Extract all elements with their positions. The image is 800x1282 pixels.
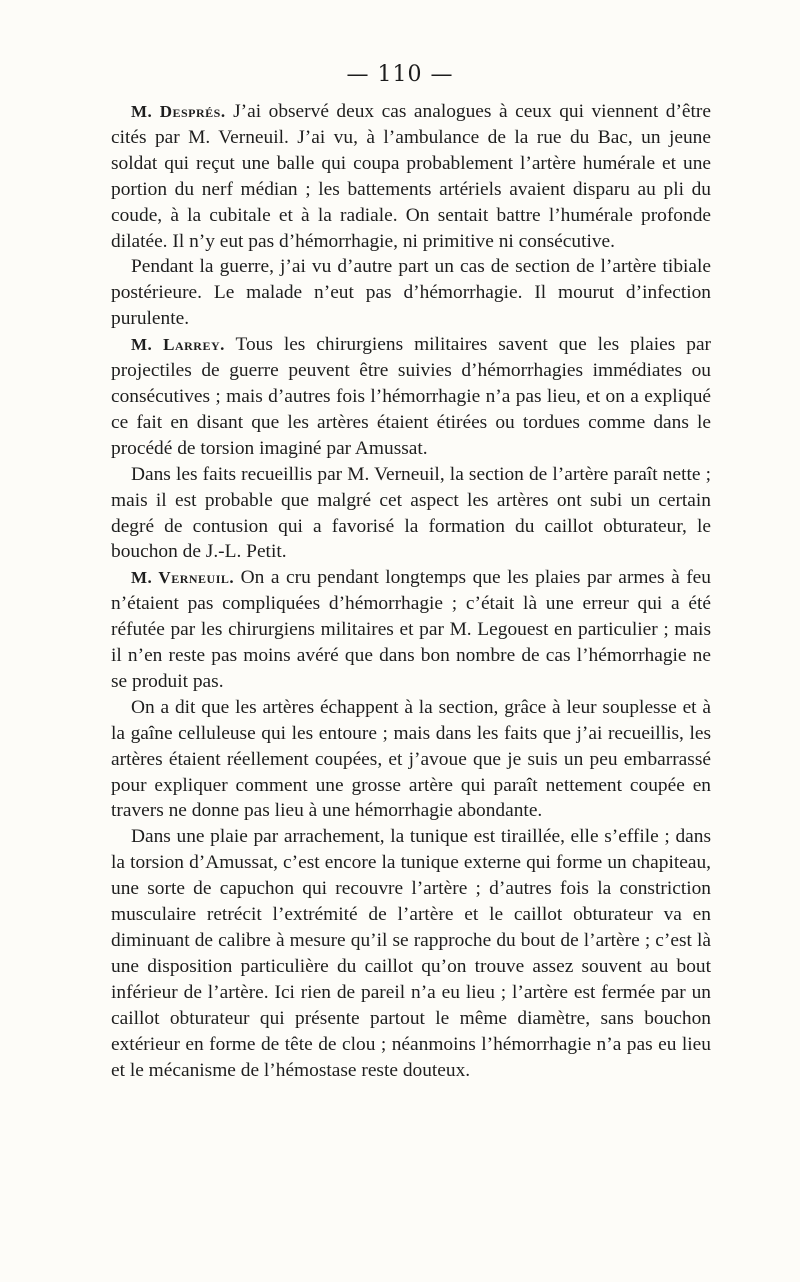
paragraph-text: On a cru pendant longtemps que les plaies par armes à feu n’étaient pas compliquées d’hémorrhagie ; c’était là une erreur qui a été réfutée par les chirurgiens militaires et par M. Legouest en particulier ; mais il n’en reste pas moins avéré que dans bon nombre de cas l’hémorrhagie ne se produit pas. [111, 567, 711, 692]
paragraph-text: J’ai observé deux cas analogues à ceux qui viennent d’être cités par M. Verneuil. J’ai vu, à l’ambulance de la rue du Bac, un jeune soldat qui reçut une balle qui coupa probablement l’artère humérale et une portion du nerf médian ; les battements artériels avaient disparu au pli du coude, à la cubitale et à la radiale. On sentait battre l’humérale profonde dilatée. Il n’y eut pas d’hémorrhagie, ni primitive ni consécutive. [111, 101, 711, 252]
paragraph-text: On a dit que les artères échappent à la section, grâce à leur souplesse et à la gaîne celluleuse qui les entoure ; mais dans les faits que j’ai recueillis, les artères étaient réellement coupées, et j’avoue que je suis un peu embarrassé pour expliquer comment une grosse artère qui paraît nettement coupée en travers ne donne pas lieu à une hémorrhagie abondante. [111, 696, 711, 822]
paragraph-despres [111, 99, 711, 254]
page-number: — 110 — [346, 62, 454, 87]
speaker-name: M. Verneuil. [131, 568, 235, 588]
paragraph [111, 462, 711, 566]
speaker-name: M. Després. [131, 102, 226, 121]
body-text [111, 99, 711, 1083]
paragraph-larrey [111, 332, 711, 462]
paragraph-text: Tous les chirurgiens militaires savent que les plaies par projectiles de guerre peuvent être suivies d’hémorrhagies immédiates ou consécutives ; mais d’autres fois l’hémorrhagie n’a pas lieu, et on a expliqué ce fait en disant que les artères étaient étirées ou tordues comme dans le procédé de torsion imaginé par Amussat. [111, 334, 712, 459]
paragraph-text: Dans les faits recueillis par M. Verneuil, la section de l’artère paraît nette ; mais il est probable que malgré cet aspect les artères ont subi un certain degré de contusion qui a favorisé la formation du caillot obturateur, le bouchon de J.-L. Petit. [111, 463, 711, 563]
speaker-name: M. Larrey. [131, 335, 225, 355]
paragraph [111, 824, 711, 1083]
paragraph-text: Pendant la guerre, j’ai vu d’autre part un cas de section de l’artère tibiale postérieure. Le malade n’eut pas d’hémorrhagie. Il mourut d’infection purulente. [111, 256, 711, 330]
paragraph-text: Dans une plaie par arrachement, la tunique est tiraillée, elle s’effile ; dans la torsion d’Amussat, c’est encore la tunique externe qui forme un chapiteau, une sorte de capuchon qui recouvre l’artère ; d’autres fois la constriction musculaire retrécit l’extrémité de l’artère et le caillot obturateur va en diminuant de calibre à mesure qu’il se rapproche du bout de l’artère ; c’est là une disposition particulière du caillot qu’on trouve assez souvent au bout inférieur de l’artère. Ici rien de pareil n’a eu lieu ; l’artère est fermée par un caillot obturateur qui présente partout le même diamètre, sans bouchon extérieur en forme de tête de clou ; néanmoins l’hémorrhagie n’a pas eu lieu et le mécanisme de l’hémostase reste douteux. [111, 826, 711, 1081]
paragraph-verneuil [111, 565, 711, 695]
paragraph [111, 254, 711, 332]
paragraph [111, 695, 711, 825]
